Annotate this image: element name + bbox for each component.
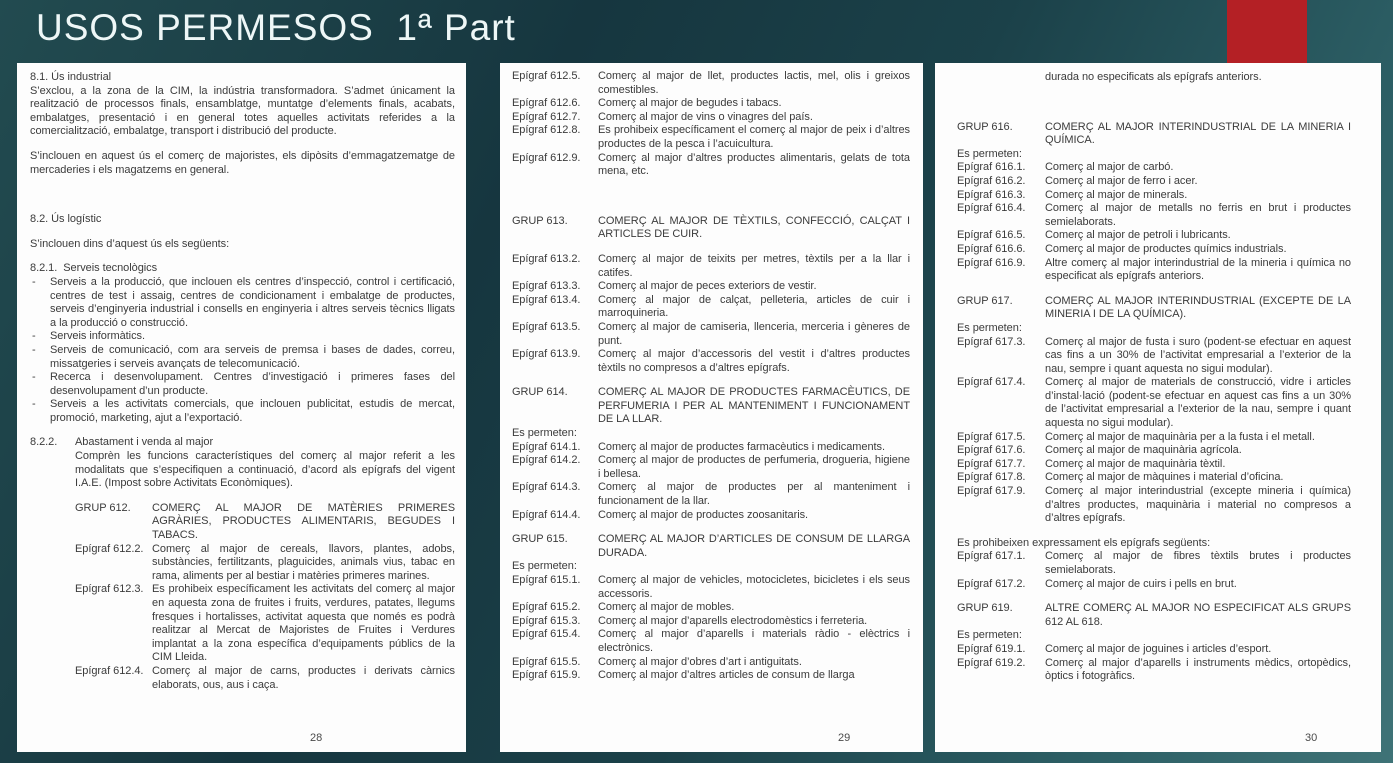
epigraph-text: Comerç al major de materials de construcció, vidre i articles d’instal·lació (podent-se efectuar en aquest cas fins a un 30% de l’activitat empresarial a l’exterior de la nau, sempre i quant aquesta no sigui modular). [1045, 376, 1351, 430]
epigraph-text: Comerç al major de maquinària agrícola. [1045, 444, 1242, 457]
accent-rectangle [1227, 0, 1307, 63]
spacer [512, 242, 910, 253]
epigraph-label: Epígraf 613.4. [512, 293, 581, 306]
epigraph-text: Es prohibeix específicament les activitats del comerç al major en aquesta zona de fruites i fruits, verdures, patates, llegums fresques i hortalisses, activitat aquesta que només es podrà realitzar al Mercat de Majoristes de Fruites i Verdures implantat a la zona específica d’equipaments públics de la CIM Lleida. [152, 583, 455, 664]
epigraph-row [957, 175, 1351, 189]
epigraph-row [512, 615, 910, 629]
list-item-text: Serveis a les activitats comercials, que inclouen publicitat, estudis de mercat, promoció, marketing, ajut a l’exportació. [50, 398, 455, 424]
spacer [30, 491, 455, 502]
epigraph-label: Epígraf 615.9. [512, 669, 581, 682]
spacer [512, 375, 910, 386]
epigraph-label: GRUP 619. [957, 602, 1013, 615]
epigraph-text: Comerç al major de vehicles, motocicletes, bicicletes i els seus accessoris. [598, 574, 910, 600]
subsection-number: 8.2.2. [30, 436, 58, 449]
epigraph-text: Comerç al major d’accessoris del vestit i d’altres productes tèxtils no compresos a d’altres epígrafs. [598, 348, 910, 374]
epigraph-row [75, 502, 455, 543]
epigraph-label: Epígraf 616.3. [957, 188, 1026, 201]
epigraph-label: Epígraf 617.5. [957, 430, 1026, 443]
epigraph-label: Epígraf 615.5. [512, 655, 581, 668]
epigraph-text: Comerç al major d’aparells i instruments mèdics, ortopèdics, òptics i fotogràfics. [1045, 656, 1351, 683]
epigraph-row [512, 124, 910, 151]
epigraph-text: Comerç al major de teixits per metres, tèxtils per a la llar i catifes. [598, 252, 910, 279]
epigraph-text: COMERÇ AL MAJOR INTERINDUSTRIAL DE LA MINERIA I QUÍMICA. [1045, 120, 1351, 147]
epigraph-text: Comerç al major d’aparells electrodomèstics i ferreteria. [598, 614, 868, 627]
section-heading: S’inclouen dins d’aquest ús els següents: [30, 237, 230, 250]
epigraph-label: GRUP 613. [512, 214, 568, 227]
epigraph-text: Comerç al major de productes farmacèutics i medicaments. [598, 440, 885, 453]
epigraph-label: GRUP 617. [957, 294, 1013, 307]
epigraph-label: Epígraf 616.9. [957, 256, 1026, 269]
epigraph-row [957, 121, 1351, 148]
spacer [30, 139, 455, 150]
spacer [957, 591, 1351, 602]
epigraph-label: Epígraf 615.1. [512, 574, 581, 586]
section-heading: Es permeten: [512, 560, 577, 573]
epigraph-label: Epígraf 617.2. [957, 577, 1026, 590]
list-item-text: Serveis de comunicació, com ara serveis de premsa i bases de dades, correu, missatgeries i serveis avançats de telecomunicació. [50, 343, 455, 370]
epigraph-text: Comerç al major de maquinària per a la fusta i el metall. [1045, 430, 1315, 443]
epigraph-text: Comerç al major de metalls no ferris en brut i productes semielaborats. [1045, 202, 1351, 228]
epigraph-row [512, 348, 910, 375]
epigraph-row [957, 458, 1351, 472]
epigraph-row [957, 431, 1351, 445]
epigraph-label: Epígraf 616.5. [957, 229, 1026, 242]
epigraph-row [512, 574, 910, 601]
document-page-29 [500, 63, 923, 752]
epigraph-text: Comerç al major de carns, productes i derivats càrnics elaborats, ous, aus i caça. [152, 664, 455, 691]
epigraph-row [512, 386, 910, 427]
list-item [30, 330, 455, 344]
epigraph-text: Comerç al major de minerals. [1045, 188, 1188, 201]
epigraph-text: Comerç al major d’obres d’art i antiguitats. [598, 655, 802, 668]
section-heading: Es permeten: [957, 629, 1022, 642]
list-item-text: Serveis a la producció, que inclouen els centres d’inspecció, control i certificació, centres de test i assaig, centres de condicionament i embalatge de productes, serveis d’enginyeria industrial i consells en enginyeria i altres serveis tècnics lligats a la producció o construcció. [50, 275, 455, 329]
epigraph-row [512, 215, 910, 242]
section-heading: 8.2.1. Serveis tecnològics [30, 262, 158, 275]
epigraph-label: Epígraf 616.2. [957, 174, 1026, 187]
epigraph-label: Epígraf 613.3. [512, 280, 581, 293]
epigraph-text: Comerç al major de camiseria, llenceria, merceria i gèneres de punt. [598, 320, 910, 347]
spacer [30, 227, 455, 238]
epigraph-text: COMERÇ AL MAJOR INTERINDUSTRIAL (EXCEPTE DE LA MINERIA I DE LA QUÍMICA). [1045, 294, 1351, 321]
epigraph-label: Epígraf 612.5. [512, 70, 581, 82]
epigraph-row [75, 665, 455, 692]
epigraph-text: Comerç al major de productes químics industrials. [1045, 242, 1287, 255]
epigraph-label: Epígraf 613.2. [512, 252, 581, 265]
epigraph-label: GRUP 612. [75, 501, 131, 514]
epigraph-label: Epígraf 617.6. [957, 444, 1026, 457]
epigraph-row [512, 111, 910, 125]
epigraph-label: Epígraf 613.9. [512, 348, 581, 361]
epigraph-text: Comerç al major d’altres productes alimentaris, gelats de tota mena, etc. [598, 151, 910, 178]
epigraph-row [957, 471, 1351, 485]
epigraph-row [75, 583, 455, 665]
epigraph-row [512, 253, 910, 280]
subsection-title: Abastament i venda al major [75, 436, 214, 449]
epigraph-row [512, 628, 910, 655]
epigraph-label: Epígraf 617.4. [957, 376, 1026, 389]
epigraph-label: GRUP 616. [957, 120, 1013, 133]
epigraph-label: Epígraf 619.1. [957, 642, 1026, 655]
epigraph-text: Comerç al major de màquines i material d’oficina. [1045, 471, 1284, 484]
epigraph-row [512, 656, 910, 670]
epigraph-text: Comerç al major de carbó. [1045, 161, 1174, 174]
epigraph-label: Epígraf 615.3. [512, 614, 581, 627]
epigraph-text: Comerç al major de ferro i acer. [1045, 174, 1198, 187]
epigraph-text: Comerç al major de begudes i tabacs. [598, 97, 782, 110]
dash-bullet: - [32, 398, 36, 411]
epigraph-label: Epígraf 612.6. [512, 97, 581, 110]
epigraph-text: Comerç al major interindustrial (excepte mineria i química) d’altres productes, maquinària i material no compresos a d’altres epígrafs. [1045, 485, 1351, 525]
slide-title: USOS PERMESOS 1ª Part [36, 7, 516, 48]
epigraph-text: Comerç al major de fusta i suro (podent-se efectuar en aquest cas fins a un 30% de l’activitat empresarial a l’exterior de la nau, sempre i quant aquesta no sigui modular). [1045, 335, 1351, 375]
epigraph-text: Es prohibeix específicament el comerç al major de peix i d’altres productes de la pesca i l’acuicultura. [598, 124, 910, 150]
epigraph-text: durada no especificats als epígrafs anteriors. [1045, 71, 1262, 83]
epigraph-row [957, 643, 1351, 657]
epigraph-label: Epígraf 617.1. [957, 550, 1026, 563]
epigraph-text: Comerç al major de joguines i articles d’esport. [1045, 642, 1272, 655]
epigraph-text: Comerç al major de cuirs i pells en brut. [1045, 577, 1237, 590]
subsection-row [30, 436, 455, 450]
section-heading: Es permeten: [512, 427, 577, 440]
epigraph-row [957, 189, 1351, 203]
epigraph-label: GRUP 614. [512, 386, 568, 399]
epigraph-text: Comerç al major de petroli i lubricants. [1045, 229, 1231, 242]
paragraph: S’exclou, a la zona de la CIM, la indústria transformadora. S’admet únicament la realització de processos finals, ensamblatge, muntatge d’elements finals, acabats, embalatges, presentació i en general totes aquelles activitats referides a la comercialització, embalatge, transport i distribució del producte. [30, 84, 455, 138]
epigraph-text: COMERÇ AL MAJOR DE MATÈRIES PRIMERES AGRÀRIES, PRODUCTES ALIMENTARIS, BEGUDES I TABACS. [152, 501, 455, 542]
epigraph-row [512, 441, 910, 455]
document-page-28 [17, 63, 466, 752]
epigraph-row [957, 485, 1351, 526]
epigraph-label: Epígraf 619.2. [957, 656, 1026, 669]
section-heading: 8.1. Ús industrial [30, 71, 112, 83]
section-heading: Es permeten: [957, 321, 1022, 334]
dash-bullet: - [32, 371, 36, 384]
epigraph-row [512, 481, 910, 508]
epigraph-row [512, 294, 910, 321]
spacer [512, 179, 910, 215]
epigraph-row [512, 280, 910, 294]
epigraph-row [957, 243, 1351, 257]
list-item [30, 276, 455, 330]
epigraph-row [512, 152, 910, 179]
epigraph-text: COMERÇ AL MAJOR DE PRODUCTES FARMACÈUTICS, DE PERFUMERIA I PER AL MANTENIMENT I FUNCIONAMENT DE LA LLAR. [598, 386, 910, 426]
epigraph-row [957, 578, 1351, 592]
epigraph-label: Epígraf 615.4. [512, 628, 581, 641]
page-number: 29 [838, 732, 851, 745]
epigraph-text: Comerç al major de productes de perfumeria, drogueria, higiene i bellesa. [598, 454, 910, 480]
dash-bullet: - [32, 330, 36, 343]
epigraph-row [512, 601, 910, 615]
epigraph-row [957, 295, 1351, 322]
epigraph-label: Epígraf 617.9. [957, 485, 1026, 498]
epigraph-text: COMERÇ AL MAJOR D’ARTICLES DE CONSUM DE LLARGA DURADA. [598, 533, 910, 559]
list-item-text: Recerca i desenvolupament. Centres d’investigació i primeres fases del desenvolupament d’un producte. [50, 371, 455, 397]
epigraph-row [512, 454, 910, 481]
epigraph-row [957, 376, 1351, 430]
document-page-30 [935, 63, 1381, 752]
paragraph: S’inclouen en aquest ús el comerç de majoristes, els dipòsits d’emmagatzematge de mercaderies i els magatzems en general. [30, 149, 455, 176]
page-number: 30 [1305, 732, 1318, 745]
epigraph-row [512, 321, 910, 348]
spacer [30, 251, 455, 262]
epigraph-text: Altre comerç al major interindustrial de la mineria i química no especificat als epígrafs anteriors. [1045, 256, 1351, 283]
epigraph-row [957, 161, 1351, 175]
epigraph-label: Epígraf 614.3. [512, 481, 581, 494]
section-heading: Es permeten: [957, 147, 1022, 160]
epigraph-row [75, 543, 455, 584]
list-item-text: Serveis informàtics. [50, 330, 145, 343]
dash-bullet: - [32, 275, 36, 288]
page-number: 28 [310, 732, 323, 745]
epigraph-row [957, 336, 1351, 377]
list-item [30, 371, 455, 398]
epigraph-text: COMERÇ AL MAJOR DE TÈXTILS, CONFECCIÓ, CALÇAT I ARTICLES DE CUIR. [598, 214, 910, 241]
dash-bullet: - [32, 343, 36, 356]
epigraph-text: Comerç al major de maquinària tèxtil. [1045, 457, 1226, 470]
epigraph-label: Epígraf 616.1. [957, 161, 1026, 174]
epigraph-row [512, 533, 910, 560]
epigraph-text: Comerç al major de calçat, pelleteria, articles de cuir i marroquineria. [598, 293, 910, 320]
epigraph-text: Comerç al major de productes per al manteniment i funcionament de la llar. [598, 481, 910, 508]
epigraph-row [957, 550, 1351, 577]
epigraph-label: Epígraf 612.9. [512, 151, 581, 164]
epigraph-text: Comerç al major de vins o vinagres del país. [598, 110, 813, 123]
spacer [957, 526, 1351, 537]
section-heading: 8.2. Ús logístic [30, 213, 102, 226]
epigraph-text: Comerç al major de mobles. [598, 601, 735, 614]
epigraph-row [957, 257, 1351, 284]
epigraph-row [957, 657, 1351, 684]
epigraph-label: Epígraf 613.5. [512, 320, 581, 333]
list-item [30, 344, 455, 371]
epigraph-label: Epígraf 612.7. [512, 110, 581, 123]
list-item [30, 398, 455, 425]
epigraph-label: GRUP 615. [512, 533, 568, 546]
epigraph-label: Epígraf 617.8. [957, 471, 1026, 484]
epigraph-text: Comerç al major de cereals, llavors, plantes, adobs, substàncies, fertilitzants, plaguicides, animals vius, tabac en rama, aliments per al bestiar i matèries primeres marines. [152, 542, 455, 582]
epigraph-text: Comerç al major de llet, productes lactis, mel, olis i greixos comestibles. [598, 70, 910, 96]
epigraph-label: Epígraf 614.2. [512, 454, 581, 467]
epigraph-label: Epígraf 615.2. [512, 601, 581, 614]
epigraph-row [957, 202, 1351, 229]
epigraph-label: Epígraf 612.3. [75, 583, 144, 596]
epigraph-label: Epígraf 612.8. [512, 124, 581, 137]
spacer [30, 177, 455, 213]
epigraph-text: Comerç al major d’altres articles de consum de llarga [598, 669, 855, 682]
epigraph-text: Comerç al major de fibres tèxtils brutes i productes semielaborats. [1045, 550, 1351, 576]
epigraph-text: Comerç al major de peces exteriors de vestir. [598, 280, 817, 293]
epigraph-row [512, 70, 910, 97]
epigraph-row [957, 444, 1351, 458]
epigraph-text: Comerç al major d’aparells i materials ràdio - elèctrics i electrònics. [598, 628, 910, 654]
epigraph-label: Epígraf 614.1. [512, 440, 581, 453]
epigraph-row [512, 97, 910, 111]
epigraph-label: Epígraf 617.3. [957, 335, 1026, 348]
epigraph-row [957, 71, 1351, 85]
epigraph-text: Comerç al major de productes zoosanitaris. [598, 508, 809, 521]
epigraph-text: ALTRE COMERÇ AL MAJOR NO ESPECIFICAT ALS GRUPS 612 AL 618. [1045, 602, 1351, 628]
epigraph-label: Epígraf 616.4. [957, 202, 1026, 215]
epigraph-row [957, 229, 1351, 243]
epigraph-row [957, 602, 1351, 629]
epigraph-row [512, 669, 910, 683]
spacer [957, 284, 1351, 295]
epigraph-label: Epígraf 617.7. [957, 457, 1026, 470]
epigraph-row [512, 509, 910, 523]
epigraph-label: Epígraf 616.6. [957, 242, 1026, 255]
section-heading: Es prohibeixen expressament els epígrafs següents: [957, 536, 1211, 549]
epigraph-label: Epígraf 614.4. [512, 508, 581, 521]
epigraph-label: Epígraf 612.4. [75, 664, 144, 677]
spacer [30, 425, 455, 436]
epigraph-label: Epígraf 612.2. [75, 542, 144, 555]
spacer [512, 522, 910, 533]
spacer [957, 85, 1351, 121]
paragraph: Comprèn les funcions característiques del comerç al major referit a les modalitats que s’especifiquen a continuació, d’acord als epígrafs del vigent I.A.E. (Impost sobre Activitats Econòmiques). [75, 450, 455, 490]
